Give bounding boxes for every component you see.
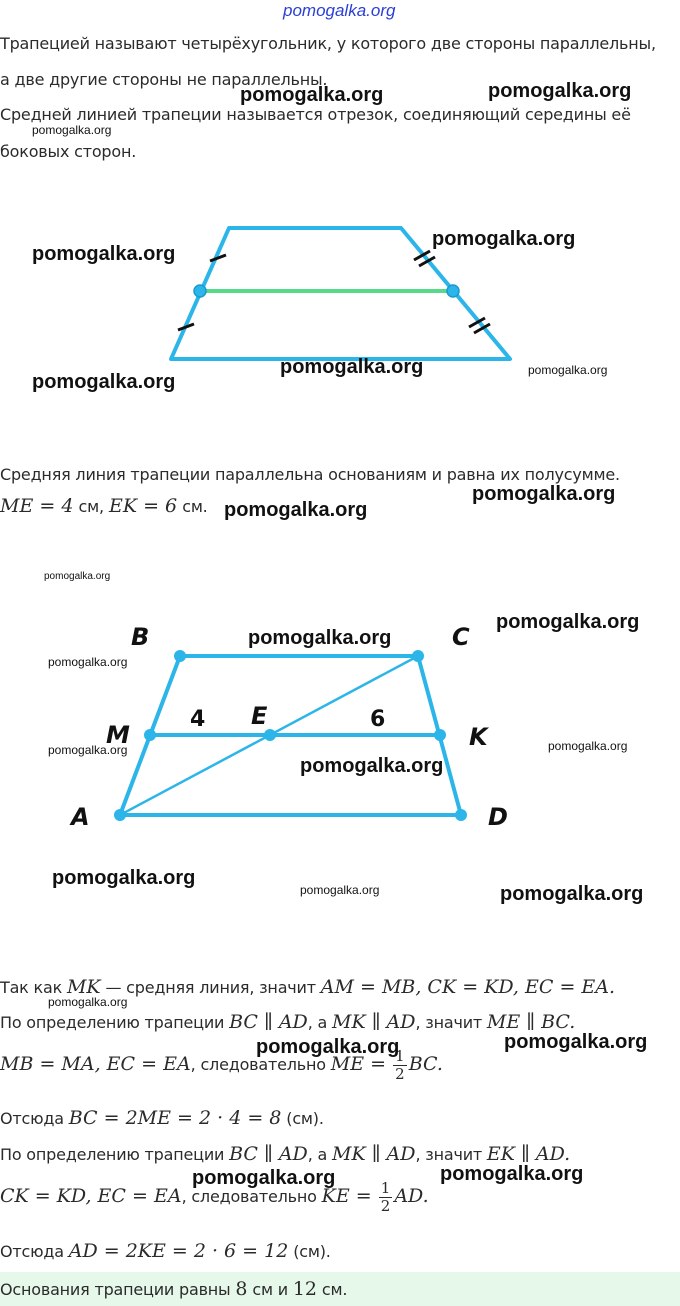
segment-ek-length: 6 — [370, 707, 386, 732]
definition-line-2: а две другие стороны не параллельны. — [0, 70, 328, 89]
solution-line-7 — [0, 1240, 331, 1262]
text: Основания трапеции равны — [0, 1280, 236, 1299]
denominator: 2 — [395, 1065, 405, 1083]
text: По определению трапеции — [0, 1145, 230, 1164]
watermark: pomogalka.org — [224, 499, 368, 521]
point-e — [264, 729, 276, 741]
watermark: pomogalka.org — [300, 883, 380, 897]
watermark: pomogalka.org — [48, 655, 128, 669]
watermark: pomogalka.org — [280, 356, 424, 378]
text: см и — [247, 1280, 293, 1299]
math: BC ∥ AD — [229, 1143, 308, 1165]
text: Так как — [0, 978, 67, 997]
watermark: pomogalka.org — [48, 743, 128, 757]
watermark: pomogalka.org — [500, 883, 644, 905]
math: MK ∥ AD — [332, 1011, 416, 1033]
definition-line-1: Трапецией называют четырёхугольник, у которого две стороны параллельны, — [0, 34, 656, 53]
watermark: pomogalka.org — [32, 371, 176, 393]
watermark: pomogalka.org — [240, 84, 384, 106]
watermark: pomogalka.org — [32, 123, 112, 137]
math: ME ∥ BC. — [486, 1011, 576, 1033]
midpoint-left — [194, 285, 206, 297]
label-a: A — [71, 803, 90, 831]
label-d: D — [488, 803, 508, 831]
watermark: pomogalka.org — [256, 1036, 400, 1058]
text: Отсюда — [0, 1109, 69, 1128]
unit-cm: см — [78, 497, 99, 516]
label-c: C — [452, 623, 470, 651]
watermark: pomogalka.org — [548, 739, 628, 753]
property-line: Средняя линия трапеции параллельна основаниям и равна их полусумме. — [0, 465, 620, 484]
answer-ad: 12 — [292, 1278, 317, 1300]
numerator: 1 — [395, 1047, 405, 1065]
text: По определению трапеции — [0, 1013, 230, 1032]
watermark: pomogalka.org — [300, 755, 444, 777]
point-c — [412, 650, 424, 662]
math: BC. — [408, 1053, 443, 1075]
math: AD. — [394, 1185, 429, 1207]
math: MK ∥ AD — [332, 1143, 416, 1165]
watermark: pomogalka.org — [48, 995, 128, 1009]
math: MB = MA, EC = EA — [0, 1053, 191, 1075]
solution-line-2 — [0, 1011, 575, 1033]
midpoint-right — [447, 285, 459, 297]
unit-cm-dot: см. — [182, 497, 208, 516]
math: BC = 2ME = 2 · 4 = 8 — [68, 1107, 282, 1129]
answer-bc: 8 — [235, 1278, 248, 1300]
text: , следовательно — [190, 1055, 331, 1074]
watermark-top: pomogalka.org — [283, 1, 396, 20]
math: AM = MB, CK = KD, EC = EA. — [320, 976, 616, 998]
math: CK = KD, EC = EA — [0, 1185, 182, 1207]
segment-me-length: 4 — [190, 707, 206, 732]
watermark: pomogalka.org — [472, 483, 616, 505]
watermark: pomogalka.org — [504, 1031, 648, 1053]
comma: , — [98, 497, 104, 516]
point-k — [434, 729, 446, 741]
text: Отсюда — [0, 1242, 69, 1261]
text: — средняя линия, значит — [100, 978, 321, 997]
text: , а — [307, 1145, 333, 1164]
watermark: pomogalka.org — [528, 363, 608, 377]
math: ME = — [330, 1053, 387, 1075]
point-m — [144, 729, 156, 741]
midline-definition-line-1: Средней линией трапеции называется отрезок, соединяющий середины её — [0, 105, 631, 124]
fraction-one-half — [379, 1180, 393, 1215]
text: (см). — [281, 1109, 324, 1128]
watermark: pomogalka.org — [32, 243, 176, 265]
watermark: pomogalka.org — [248, 627, 392, 649]
watermark: pomogalka.org — [432, 228, 576, 250]
text: , а — [307, 1013, 333, 1032]
solution-line-5 — [0, 1143, 570, 1165]
midline-definition-line-2: боковых сторон. — [0, 142, 137, 161]
math: KE = — [321, 1185, 372, 1207]
point-b — [174, 650, 186, 662]
text: , значит — [415, 1013, 487, 1032]
solution-line-4 — [0, 1107, 324, 1129]
point-d — [455, 809, 467, 821]
label-m: M — [106, 721, 130, 749]
given-ek: EK = 6 — [108, 495, 178, 517]
watermark: pomogalka.org — [488, 80, 632, 102]
answer-line — [0, 1278, 347, 1300]
text: см. — [317, 1280, 348, 1299]
given-values — [0, 495, 208, 517]
watermark: pomogalka.org — [52, 867, 196, 889]
label-e: E — [251, 702, 268, 730]
math: EK ∥ AD. — [486, 1143, 571, 1165]
watermark: pomogalka.org — [440, 1163, 584, 1185]
math: MK — [66, 976, 101, 998]
watermark: pomogalka.org — [192, 1167, 336, 1189]
label-k: K — [469, 723, 488, 751]
math: AD = 2KE = 2 · 6 = 12 — [68, 1240, 289, 1262]
text: , значит — [415, 1145, 487, 1164]
math: BC ∥ AD — [229, 1011, 308, 1033]
text: (см). — [288, 1242, 331, 1261]
watermark: pomogalka.org — [44, 571, 111, 582]
text: , следовательно — [181, 1187, 322, 1206]
point-a — [114, 809, 126, 821]
denominator: 2 — [380, 1197, 391, 1215]
watermark: pomogalka.org — [496, 611, 640, 633]
label-b: B — [131, 623, 150, 651]
numerator: 1 — [380, 1179, 391, 1197]
given-me: ME = 4 — [0, 495, 74, 517]
